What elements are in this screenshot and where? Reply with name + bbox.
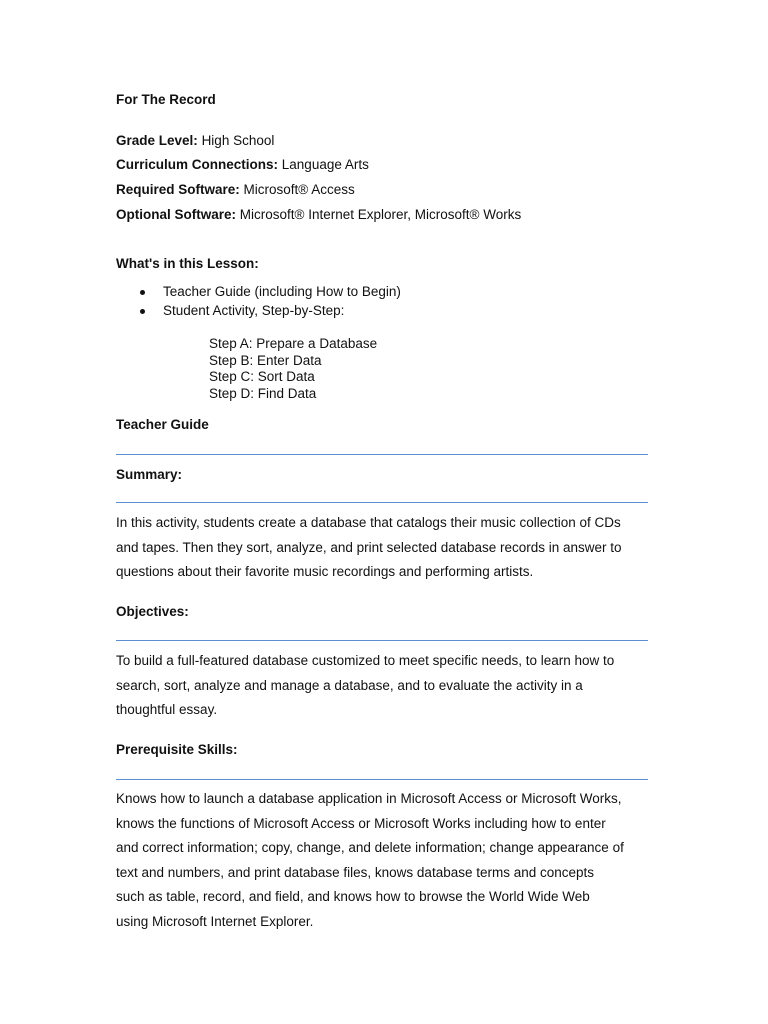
grade-level-label: Grade Level: — [116, 133, 198, 148]
paragraph-line: To build a full-featured database customized to meet specific needs, to learn how to — [116, 653, 615, 668]
summary-paragraph — [116, 511, 656, 585]
list-item-label: Teacher Guide (including How to Begin) — [163, 284, 401, 299]
bullet-icon — [140, 309, 145, 314]
paragraph-line: search, sort, analyze and manage a database, and to evaluate the activity in a — [116, 677, 583, 693]
required-software-value: Microsoft® Access — [243, 182, 355, 197]
paragraph-line: questions about their favorite music recordings and performing artists. — [116, 564, 534, 580]
lesson-list — [136, 282, 401, 320]
paragraph-line: such as table, record, and field, and knows how to browse the World Wide Web — [116, 889, 590, 905]
document-title: For The Record — [116, 92, 216, 107]
step-item: Step C: Sort Data — [209, 369, 315, 385]
step-item: Step D: Find Data — [209, 386, 317, 402]
lesson-heading: What's in this Lesson: — [116, 256, 259, 271]
optional-software-value: Microsoft® Internet Explorer, Microsoft® Works — [239, 207, 522, 222]
grade-level-value: High School — [201, 133, 275, 148]
section-divider — [116, 640, 648, 641]
curriculum-value: Language Arts — [281, 157, 369, 172]
paragraph-line: using Microsoft Internet Explorer. — [116, 913, 314, 929]
required-software-label: Required Software: — [116, 182, 240, 197]
section-divider — [116, 779, 648, 780]
paragraph-line: knows the functions of Microsoft Access or Microsoft Works including how to enter — [116, 815, 606, 831]
list-item — [136, 282, 401, 301]
list-item — [136, 301, 401, 320]
bullet-icon — [140, 290, 145, 295]
objectives-heading: Objectives: — [116, 604, 189, 619]
step-item: Step B: Enter Data — [209, 352, 322, 368]
paragraph-line: Knows how to launch a database application in Microsoft Access or Microsoft Works, — [116, 791, 622, 806]
paragraph-line: text and numbers, and print database files, knows database terms and concepts — [116, 864, 595, 880]
step-list — [209, 336, 377, 403]
objectives-paragraph — [116, 649, 656, 723]
grade-level-line — [116, 132, 274, 150]
prerequisites-heading: Prerequisite Skills: — [116, 742, 238, 757]
paragraph-line: thoughtful essay. — [116, 702, 218, 718]
list-item-label: Student Activity, Step-by-Step: — [163, 303, 345, 318]
optional-software-label: Optional Software: — [116, 207, 237, 222]
optional-software-line — [116, 206, 521, 224]
curriculum-label: Curriculum Connections: — [116, 157, 279, 172]
section-divider — [116, 454, 648, 455]
paragraph-line: and correct information; copy, change, and delete information; change appearance of — [116, 840, 624, 856]
step-item: Step A: Prepare a Database — [209, 336, 378, 351]
curriculum-line — [116, 156, 369, 174]
prerequisites-paragraph — [116, 787, 656, 935]
paragraph-line: and tapes. Then they sort, analyze, and print selected database records in answer to — [116, 539, 622, 555]
required-software-line — [116, 181, 355, 199]
summary-heading: Summary: — [116, 467, 183, 482]
paragraph-line: In this activity, students create a database that catalogs their music collection of CDs — [116, 515, 621, 530]
section-divider — [116, 502, 648, 503]
teacher-guide-heading: Teacher Guide — [116, 417, 209, 432]
